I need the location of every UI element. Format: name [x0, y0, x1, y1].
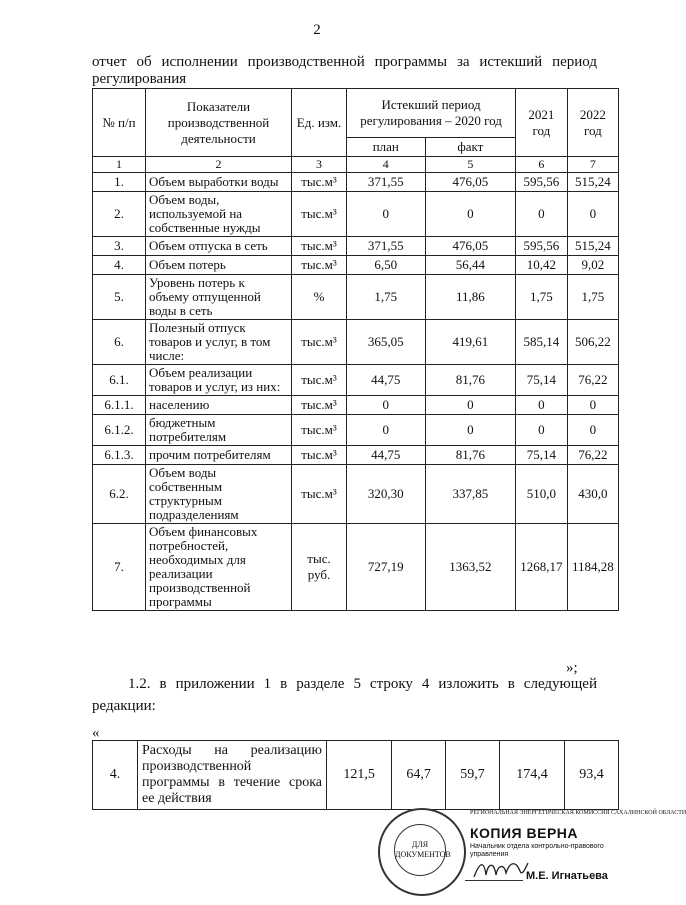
cell-name: Объем воды собственным структурным подразделениям [146, 465, 292, 524]
cell-plan: 44,75 [347, 365, 426, 396]
row-value: 174,4 [499, 741, 564, 810]
table-row [93, 173, 619, 192]
table-header-row [93, 89, 619, 138]
cell-num: 6.1.3. [93, 446, 146, 465]
cell-fact: 56,44 [425, 256, 516, 275]
cell-y2021: 595,56 [516, 173, 568, 192]
cell-y2022: 515,24 [567, 173, 618, 192]
cell-name: прочим потребителям [146, 446, 292, 465]
cell-name: Полезный отпуск товаров и услуг, в том числе: [146, 320, 292, 365]
cell-num: 3. [93, 237, 146, 256]
cell-unit: тыс.м³ [292, 396, 347, 415]
cell-plan: 44,75 [347, 446, 426, 465]
cell-fact: 0 [425, 415, 516, 446]
cell-unit: тыс.м³ [292, 256, 347, 275]
cell-fact: 476,05 [425, 237, 516, 256]
cell-name: Объем воды, используемой на собственные нужды [146, 192, 292, 237]
cell-num: 6.2. [93, 465, 146, 524]
cell-y2022: 1184,28 [567, 524, 618, 611]
header-plan: план [347, 138, 426, 157]
signature-line [465, 880, 523, 881]
cell-fact: 419,61 [425, 320, 516, 365]
cell-unit: тыс.м³ [292, 465, 347, 524]
table-row [93, 365, 619, 396]
cell-plan: 1,75 [347, 275, 426, 320]
header-num: № п/п [93, 89, 146, 157]
cell-plan: 0 [347, 396, 426, 415]
row-value: 64,7 [392, 741, 446, 810]
cell-y2021: 595,56 [516, 237, 568, 256]
column-number: 1 [93, 157, 146, 173]
header-unit: Ед. изм. [292, 89, 347, 157]
cell-num: 6.1.1. [93, 396, 146, 415]
header-2021: 2021 год [516, 89, 568, 157]
cell-unit: тыс.м³ [292, 365, 347, 396]
open-quote: « [92, 725, 100, 741]
header-name: Показатели производственной деятельности [146, 89, 292, 157]
cell-y2021: 75,14 [516, 365, 568, 396]
production-program-table [92, 88, 619, 611]
closing-quote: »; [566, 660, 578, 676]
official-seal [378, 808, 466, 896]
cell-name: Объем потерь [146, 256, 292, 275]
cell-y2021: 510,0 [516, 465, 568, 524]
row-name: Расходы на реализацию производственной программы в течение срока ее действия [138, 741, 327, 810]
cell-plan: 6,50 [347, 256, 426, 275]
cell-y2022: 506,22 [567, 320, 618, 365]
cell-unit: тыс.м³ [292, 415, 347, 446]
cell-y2021: 75,14 [516, 446, 568, 465]
cell-unit: тыс.м³ [292, 173, 347, 192]
cell-name: Объем реализации товаров и услуг, из них: [146, 365, 292, 396]
row-num: 4. [93, 741, 138, 810]
cell-plan: 371,55 [347, 173, 426, 192]
table-row [93, 446, 619, 465]
cell-name: Уровень потерь к объему отпущенной воды в сеть [146, 275, 292, 320]
table-row [93, 192, 619, 237]
header-2022: 2022 год [567, 89, 618, 157]
cell-num: 1. [93, 173, 146, 192]
table-row [93, 524, 619, 611]
cell-name: Объем финансовых потребностей, необходимых для реализации производственной программы [146, 524, 292, 611]
stamp-name: М.Е. Игнатьева [526, 870, 608, 882]
header-fact: факт [425, 138, 516, 157]
section5-table [92, 740, 619, 810]
cell-y2021: 1268,17 [516, 524, 568, 611]
cell-fact: 0 [425, 396, 516, 415]
cell-y2021: 1,75 [516, 275, 568, 320]
cell-name: Объем выработки воды [146, 173, 292, 192]
cell-unit: тыс. руб. [292, 524, 347, 611]
cell-num: 2. [93, 192, 146, 237]
cell-y2022: 0 [567, 192, 618, 237]
cell-y2022: 515,24 [567, 237, 618, 256]
cell-num: 7. [93, 524, 146, 611]
cell-num: 6.1. [93, 365, 146, 396]
intro-line-1: отчет об исполнении производственной программы за истекший период [92, 54, 597, 70]
cell-y2022: 0 [567, 415, 618, 446]
stamp-subtitle: Начальник отдела контрольно-правового управления [470, 843, 604, 858]
cell-unit: тыс.м³ [292, 192, 347, 237]
paragraph-line-1: 1.2. в приложении 1 в разделе 5 строку 4 изложить в следующей [128, 676, 597, 692]
cell-fact: 81,76 [425, 446, 516, 465]
cell-y2022: 9,02 [567, 256, 618, 275]
page-number: 2 [313, 22, 321, 38]
cell-name: бюджетным потребителям [146, 415, 292, 446]
cell-unit: тыс.м³ [292, 237, 347, 256]
table-row [93, 275, 619, 320]
certified-copy-stamp [470, 825, 620, 859]
cell-plan: 0 [347, 415, 426, 446]
cell-y2022: 1,75 [567, 275, 618, 320]
cell-name: населению [146, 396, 292, 415]
table-row [93, 256, 619, 275]
cell-y2021: 0 [516, 192, 568, 237]
row-value: 93,4 [565, 741, 619, 810]
cell-plan: 0 [347, 192, 426, 237]
table-row [93, 415, 619, 446]
column-number: 5 [425, 157, 516, 173]
column-number-row [93, 157, 619, 173]
cell-fact: 337,85 [425, 465, 516, 524]
cell-y2021: 0 [516, 415, 568, 446]
intro-line-2: регулирования [92, 71, 187, 87]
cell-y2021: 585,14 [516, 320, 568, 365]
cell-plan: 371,55 [347, 237, 426, 256]
column-number: 7 [567, 157, 618, 173]
cell-num: 4. [93, 256, 146, 275]
cell-y2022: 430,0 [567, 465, 618, 524]
cell-name: Объем отпуска в сеть [146, 237, 292, 256]
cell-num: 6. [93, 320, 146, 365]
cell-fact: 81,76 [425, 365, 516, 396]
stamp-header: РЕГИОНАЛЬНАЯ ЭНЕРГЕТИЧЕСКАЯ КОМИССИЯ САХАЛИНСКОЙ ОБЛАСТИ [470, 810, 686, 816]
seal-center-text: ДЛЯ ДОКУМЕНТОВ [394, 824, 446, 876]
cell-plan: 320,30 [347, 465, 426, 524]
cell-fact: 1363,52 [425, 524, 516, 611]
table-row [93, 465, 619, 524]
header-period: Истекший период регулирования – 2020 год [347, 89, 516, 138]
paragraph-line-2: редакции: [92, 698, 156, 714]
cell-y2021: 0 [516, 396, 568, 415]
cell-num: 6.1.2. [93, 415, 146, 446]
cell-y2022: 76,22 [567, 446, 618, 465]
row-value: 59,7 [446, 741, 500, 810]
cell-num: 5. [93, 275, 146, 320]
cell-unit: % [292, 275, 347, 320]
cell-fact: 11,86 [425, 275, 516, 320]
column-number: 6 [516, 157, 568, 173]
cell-unit: тыс.м³ [292, 446, 347, 465]
table-row [93, 320, 619, 365]
table-row [93, 237, 619, 256]
column-number: 4 [347, 157, 426, 173]
row-value: 121,5 [327, 741, 392, 810]
table-row [93, 741, 619, 810]
column-number: 3 [292, 157, 347, 173]
cell-plan: 727,19 [347, 524, 426, 611]
cell-y2021: 10,42 [516, 256, 568, 275]
cell-unit: тыс.м³ [292, 320, 347, 365]
cell-fact: 0 [425, 192, 516, 237]
cell-fact: 476,05 [425, 173, 516, 192]
cell-plan: 365,05 [347, 320, 426, 365]
cell-y2022: 76,22 [567, 365, 618, 396]
cell-y2022: 0 [567, 396, 618, 415]
stamp-title: КОПИЯ ВЕРНА [470, 825, 579, 841]
column-number: 2 [146, 157, 292, 173]
table-row [93, 396, 619, 415]
